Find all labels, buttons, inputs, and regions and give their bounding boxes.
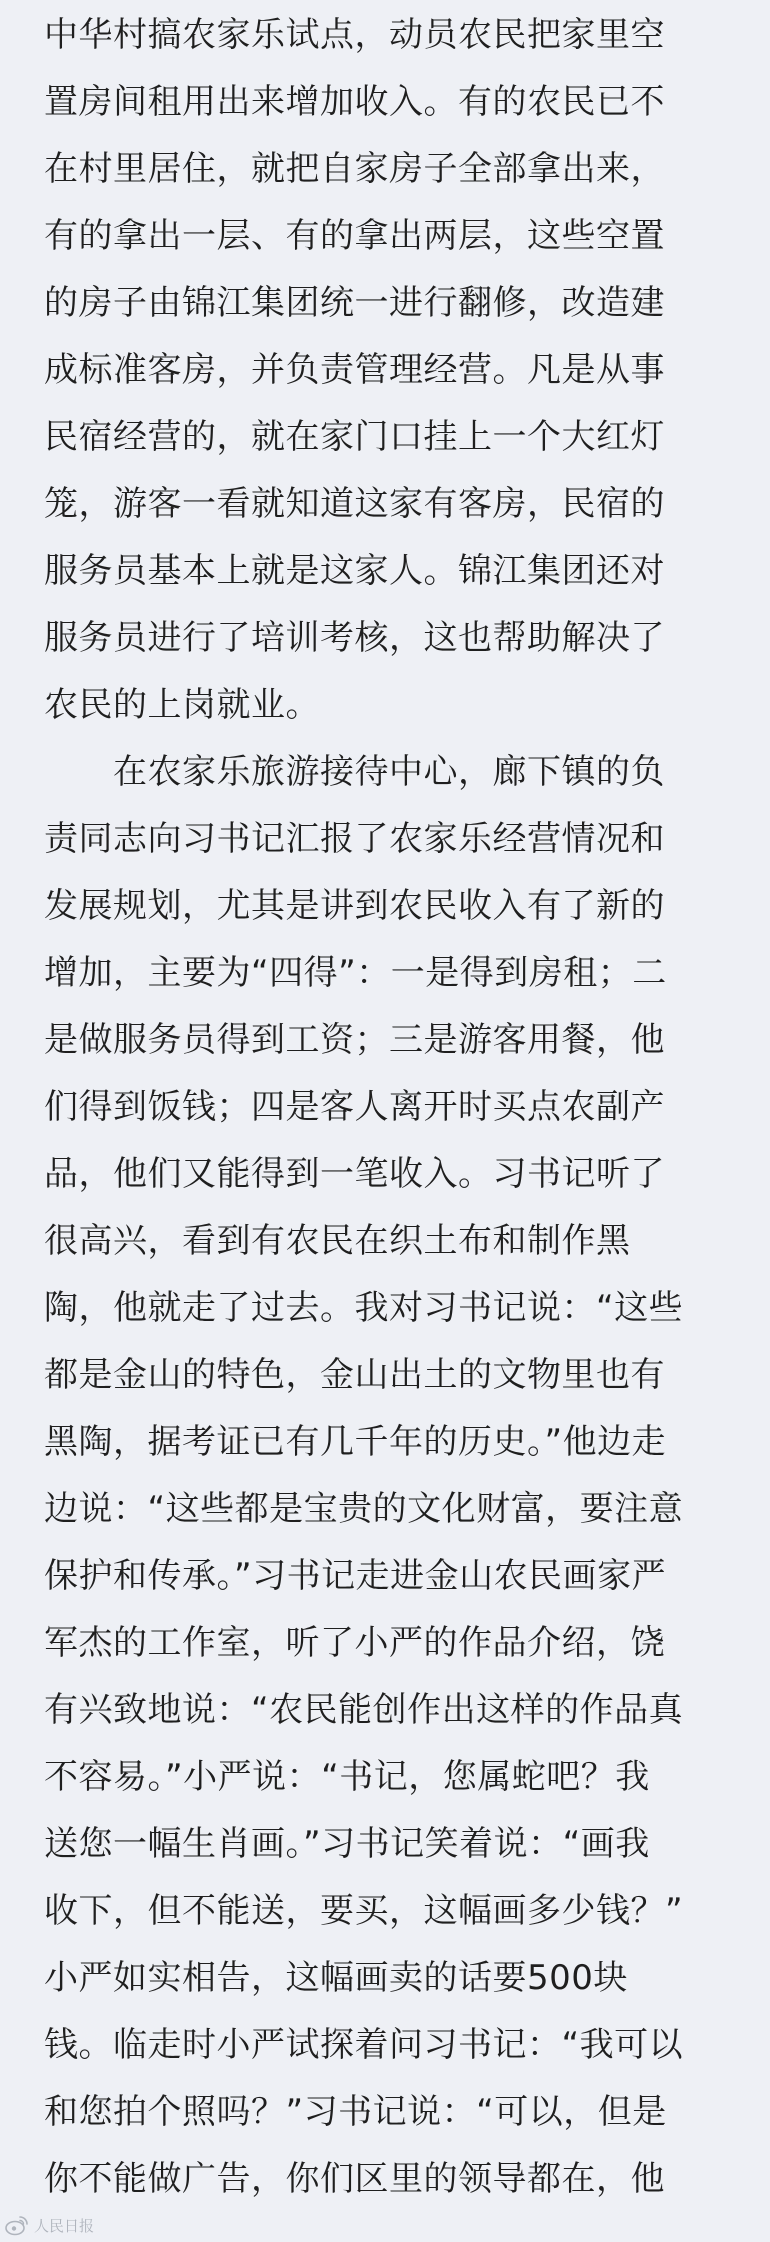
weibo-logo-icon: [4, 2214, 30, 2236]
text-line: 品，他们又能得到一笔收入。习书记听了: [44, 1154, 665, 1194]
text-line: 服务员基本上就是这家人。锦江集团还对: [44, 551, 665, 591]
text-line: 保护和传承。”习书记走进金山农民画家严: [44, 1556, 667, 1596]
text-line: 民宿经营的，就在家门口挂上一个大红灯: [44, 417, 665, 457]
text-line: 和您拍个照吗？”习书记说：“可以，但是: [44, 2092, 667, 2132]
text-line: 的房子由锦江集团统一进行翻修，改造建: [44, 283, 665, 323]
watermark-text: 人民日报: [34, 2216, 95, 2235]
text-line: 送您一幅生肖画。”习书记笑着说：“画我: [44, 1824, 650, 1864]
text-line: 服务员进行了培训考核，这也帮助解决了: [44, 618, 665, 658]
text-line: 边说：“这些都是宝贵的文化财富，要注意: [44, 1489, 684, 1529]
text-line: 在村里居住，就把自家房子全部拿出来，: [44, 149, 665, 189]
text-line: 陶，他就走了过去。我对习书记说：“这些: [44, 1288, 684, 1328]
text-line: 有兴致地说：“农民能创作出这样的作品真: [44, 1690, 684, 1730]
text-line: 农民的上岗就业。: [44, 685, 320, 725]
text-line: 很高兴，看到有农民在织土布和制作黑: [44, 1221, 631, 1261]
text-line: 发展规划，尤其是讲到农民收入有了新的: [44, 886, 665, 926]
text-line: 增加，主要为“四得”：一是得到房租；二: [44, 953, 667, 993]
text-line: 小严如实相告，这幅画卖的话要500块: [44, 1958, 628, 1998]
text-line: 都是金山的特色，金山出土的文物里也有: [44, 1355, 665, 1395]
text-line: 你不能做广告，你们区里的领导都在，他: [44, 2159, 665, 2199]
text-line: 收下，但不能送，要买，这幅画多少钱？”: [44, 1891, 684, 1931]
text-line: 中华村搞农家乐试点，动员农民把家里空: [44, 15, 665, 55]
text-line: 置房间租用出来增加收入。有的农民已不: [44, 82, 665, 122]
watermark: [4, 2210, 94, 2240]
text-line: 不容易。”小严说：“书记，您属蛇吧？我: [44, 1757, 650, 1797]
text-line: 成标准客房，并负责管理经营。凡是从事: [44, 350, 665, 390]
text-line: 有的拿出一层、有的拿出两层，这些空置: [44, 216, 665, 256]
text-line: 们得到饭钱；四是客人离开时买点农副产: [44, 1087, 665, 1127]
text-line: 黑陶，据考证已有几千年的历史。”他边走: [44, 1422, 667, 1462]
text-line: 在农家乐旅游接待中心，廊下镇的负: [44, 752, 665, 792]
text-line: 钱。临走时小严试探着问习书记：“我可以: [44, 2025, 684, 2065]
text-line: 笼，游客一看就知道这家有客房，民宿的: [44, 484, 665, 524]
text-line: 责同志向习书记汇报了农家乐经营情况和: [44, 819, 665, 859]
text-line: 军杰的工作室，听了小严的作品介绍，饶: [44, 1623, 665, 1663]
text-line: 是做服务员得到工资；三是游客用餐，他: [44, 1020, 665, 1060]
